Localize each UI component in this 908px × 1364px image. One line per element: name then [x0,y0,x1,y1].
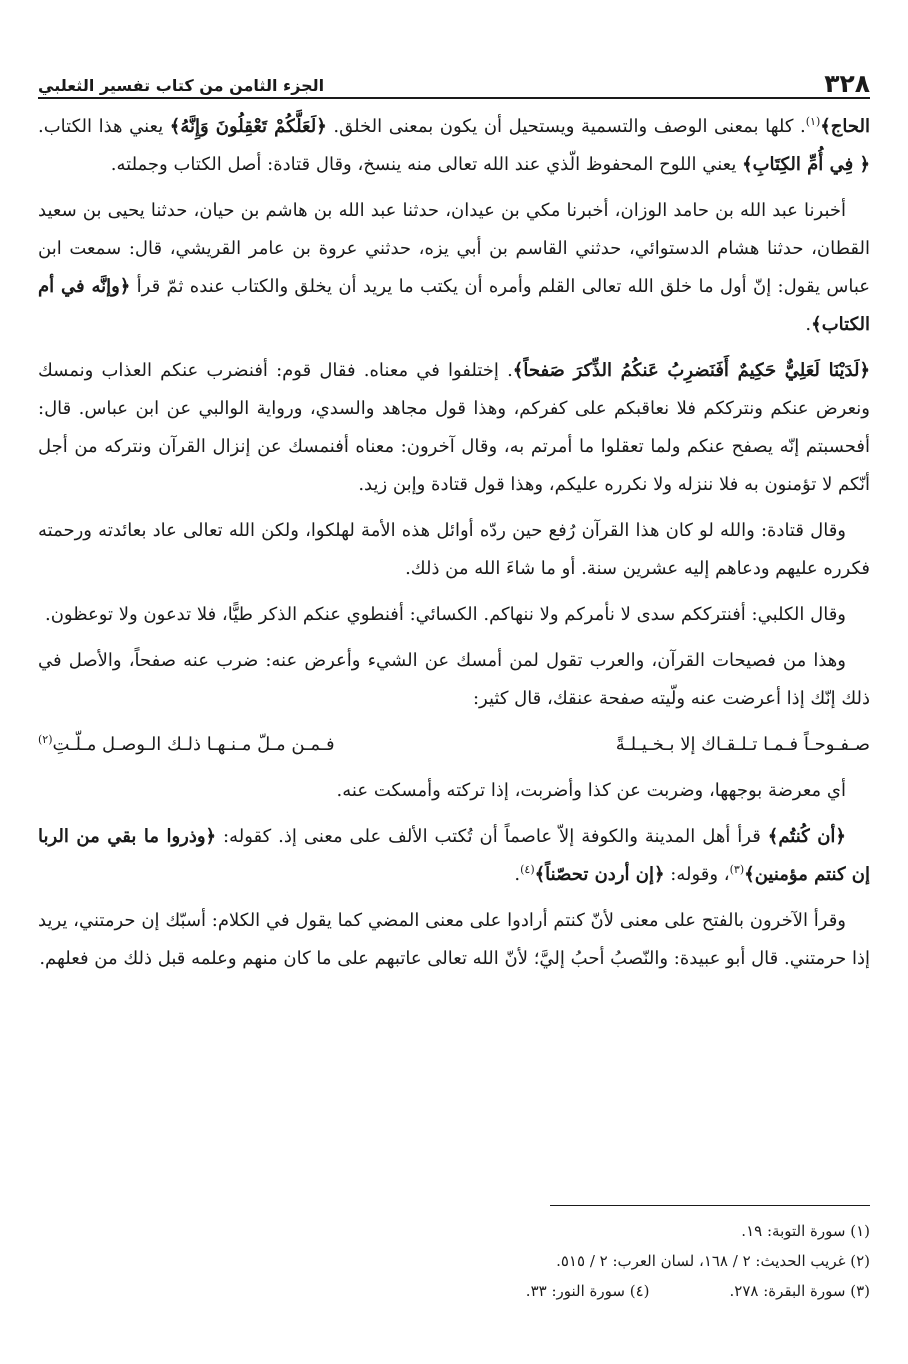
main-text [38,108,870,986]
quran-quote: ﴿وإنَّه في أم الكتاب﴾ [38,276,870,335]
paragraph-4 [38,512,870,588]
paragraph-1 [38,108,870,184]
footnotes [38,1216,870,1306]
paragraph-text: أخبرنا عبد الله بن حامد الوزان، أخبرنا مكي بن عيدان، حدثنا عبد الله بن هاشم بن حيان، حدثنا يحيى بن سعيد القطان، حدثنا هشام الدستوائي، حدثني القاسم بن أبي يزه، حدثني عروة بن عامر القريشي، قال: سمعت ابن عباس يقول: إنّ أول ما خلق الله تعالى القلم وأمره أن يكتب ما يريد أن يخلق والكتاب عنده ثمّ قرأ [38,200,871,297]
paragraph-text: يعني هذا الكتاب. [38,116,170,137]
paragraph-text: . [805,314,812,335]
footnote-3: (٣) سورة البقرة: ٢٧٨. [729,1282,870,1300]
quran-quote: ﴿ فِي أُمِّ الكِتَابِ﴾ [742,154,870,175]
quran-quote: ﴿وذروا ما بقي من الربا إن كنتم مؤمنين﴾ [38,826,870,885]
paragraph-text: . إختلفوا في معناه. فقال قوم: أفنضرب عنكم العذاب ونمسك ونعرض عنكم ونترككم فلا نعاقبكم على كفركم، وهذا قول مجاهد والسدي، ورواية الوالبي عن ابن عباس. قال: أفحسبتم إنّه يصفح عنكم ولما تعقلوا ما أمرتم به، وقال آخرون: معناه أفنمسك عن إنزال القرآن ونتركه من أجل أنّكم لا تؤمنون به فلا ننزله ولا نكرره عليكم، وهذا قول قتادة وإبن زيد. [38,360,871,495]
paragraph-2 [38,192,870,344]
footnote-rule [550,1205,870,1206]
running-title: الجزء الثامن من كتاب تفسير الثعلبي [38,76,325,95]
paragraph-text: أي معرضة بوجهها، وضربت عن كذا وأضربت، إذا تركته وأمسكت عنه. [336,780,846,801]
paragraph-5 [38,596,870,634]
quran-quote: ﴿لَدَيْنَا لَعَلِيٌّ حَكِيمٌ أَفَنَضرِبُ عَنكُمُ الذِّكرَ صَفحاً﴾ [512,360,870,381]
paragraph-7 [38,772,870,810]
quran-quote: الحاج﴾ [820,116,871,137]
footnote-1: (١) سورة التوبة: ١٩. [741,1222,870,1240]
paragraph-3 [38,352,870,504]
page-number: ٣٢٨ [824,69,870,98]
footnote-ref: (٢) [38,733,53,746]
footnote-row [38,1276,870,1306]
footnote-2: (٢) غريب الحديث: ٢ / ١٦٨، لسان العرب: ٢ / ٥١٥. [556,1252,870,1270]
footnote-ref: (١) [805,115,821,128]
paragraph-text: وهذا من فصيحات القرآن، والعرب تقول لمن أمسك عن الشيء وأعرض عنه: ضرب عنه صفحاً، والأصل في ذلك إنّك إذا أعرضت عنه ولّيته صفحة عنقك، قال كثير: [38,650,870,709]
paragraph-text: وقال الكلبي: أفنترككم سدى لا نأمركم ولا ننهاكم. الكسائي: أفنطوي عنكم الذكر طيًّا، فلا تدعون ولا توعظون. [44,604,846,625]
paragraph-text: ، وقوله: [664,864,730,885]
paragraph-text: . [514,864,521,885]
footnote-ref: (٤) [520,863,535,876]
page-header [38,60,870,96]
paragraph-text: يعني اللوح المحفوظ الّذي عند الله تعالى منه ينسخ، وقال قتادة: أصل الكتاب وجملته. [110,154,743,175]
paragraph-text: قرأ أهل المدينة والكوفة إلاّ عاصماً أن تُكتب الألف على معنى إذ. كقوله: [216,826,768,847]
quran-quote: ﴿أن كُنتُم﴾ [767,826,846,847]
verse-first-hemistich: صـفـوحـاً فـمـا تـلـقـاك إلا بـخـيـلـةً [615,734,870,755]
paragraph-9 [38,902,870,978]
paragraph-6 [38,642,870,718]
footnote-4: (٤) سورة النور: ٣٣. [525,1282,650,1300]
paragraph-8 [38,818,870,894]
poetry-verse [38,726,870,764]
quran-quote: ﴿لَعَلَّكُمْ تَعْقِلُونَ وَإِنَّهُ﴾ [169,116,327,137]
paragraph-text: وقرأ الآخرون بالفتح على معنى لأنّ كنتم أرادوا على معنى المضي كما يقول في الكلام: أسبّك إن حرمتني، يريد إذا حرمتني. قال أبو عبيدة: والنّصبُ أحبُ إليَّ؛ لأنّ الله تعالى عاتبهم على ما كان منهم وعلمه قبل ذلك من فعلهم. [38,910,870,969]
paragraph-text: وقال قتادة: والله لو كان هذا القرآن رُفع حين ردّه أوائل هذه الأمة لهلكوا، ولكن الله تعالى عاد بعائدته ورحمته فكرره عليهم ودعاهم إليه عشرين سنة. أو ما شاءَ الله من ذلك. [38,520,870,579]
header-rule [38,97,870,99]
paragraph-text: . كلها بمعنى الوصف والتسمية ويستحيل أن يكون بمعنى الخلق. [326,116,806,137]
verse-second-hemistich: فـمـن مـلّ مـنـهـا ذلـك الـوصـل مـلّـتِ [52,734,335,755]
footnote-ref: (٣) [729,863,745,876]
quran-quote: ﴿إن أردن تحصّناً﴾ [534,864,665,885]
